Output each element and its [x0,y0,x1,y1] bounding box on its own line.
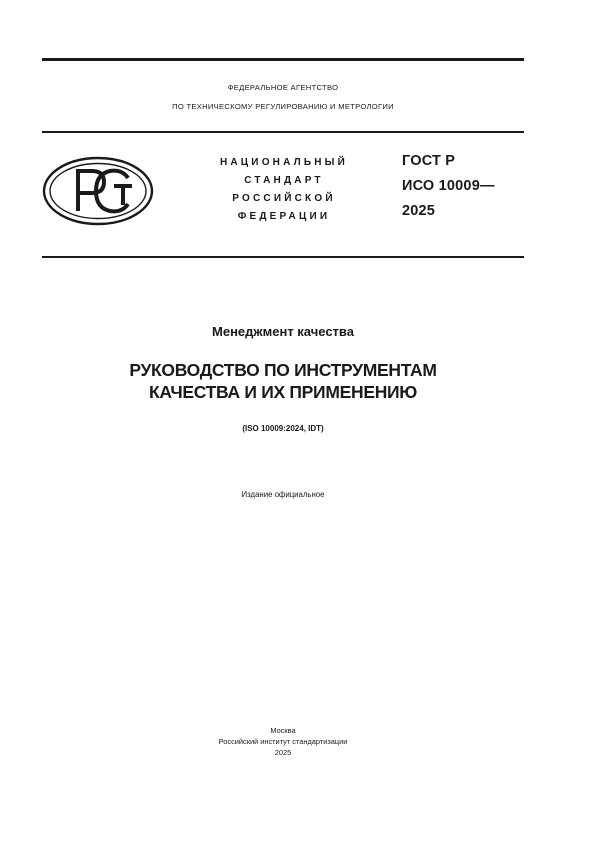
top-rule [42,58,524,61]
subject-heading: Менеджмент качества [212,324,354,339]
standard-type-line-2: СТАНДАРТ [244,175,324,186]
designation-line-2: ИСО 10009— [402,178,495,194]
header-rule [42,131,524,133]
designation-line-1: ГОСТ Р [402,153,456,169]
imprint-year: 2025 [274,748,292,757]
imprint-publisher: Российский институт стандартизации [218,737,348,746]
iso-reference: (ISO 10009:2024, IDT) [242,424,324,433]
standard-type-line-3: РОССИЙСКОЙ [232,193,336,204]
title-line-2: КАЧЕСТВА И ИХ ПРИМЕНЕНИЮ [148,382,418,402]
agency-line-2: ПО ТЕХНИЧЕСКОМУ РЕГУЛИРОВАНИЮ И МЕТРОЛОГИИ [172,102,394,111]
designation-line-3: 2025 [402,203,436,219]
imprint-city: Москва [270,726,296,735]
agency-line-1: ФЕДЕРАЛЬНОЕ АГЕНТСТВО [227,83,339,92]
edition-label: Издание официальное [241,490,325,499]
rst-emblem-icon [42,156,154,226]
standard-type-line-4: ФЕДЕРАЦИИ [237,211,331,222]
masthead-bottom-rule [42,256,524,258]
title-line-1: РУКОВОДСТВО ПО ИНСТРУМЕНТАМ [129,360,437,380]
document-title [42,359,524,403]
standard-type-line-1: НАЦИОНАЛЬНЫЙ [219,157,349,168]
